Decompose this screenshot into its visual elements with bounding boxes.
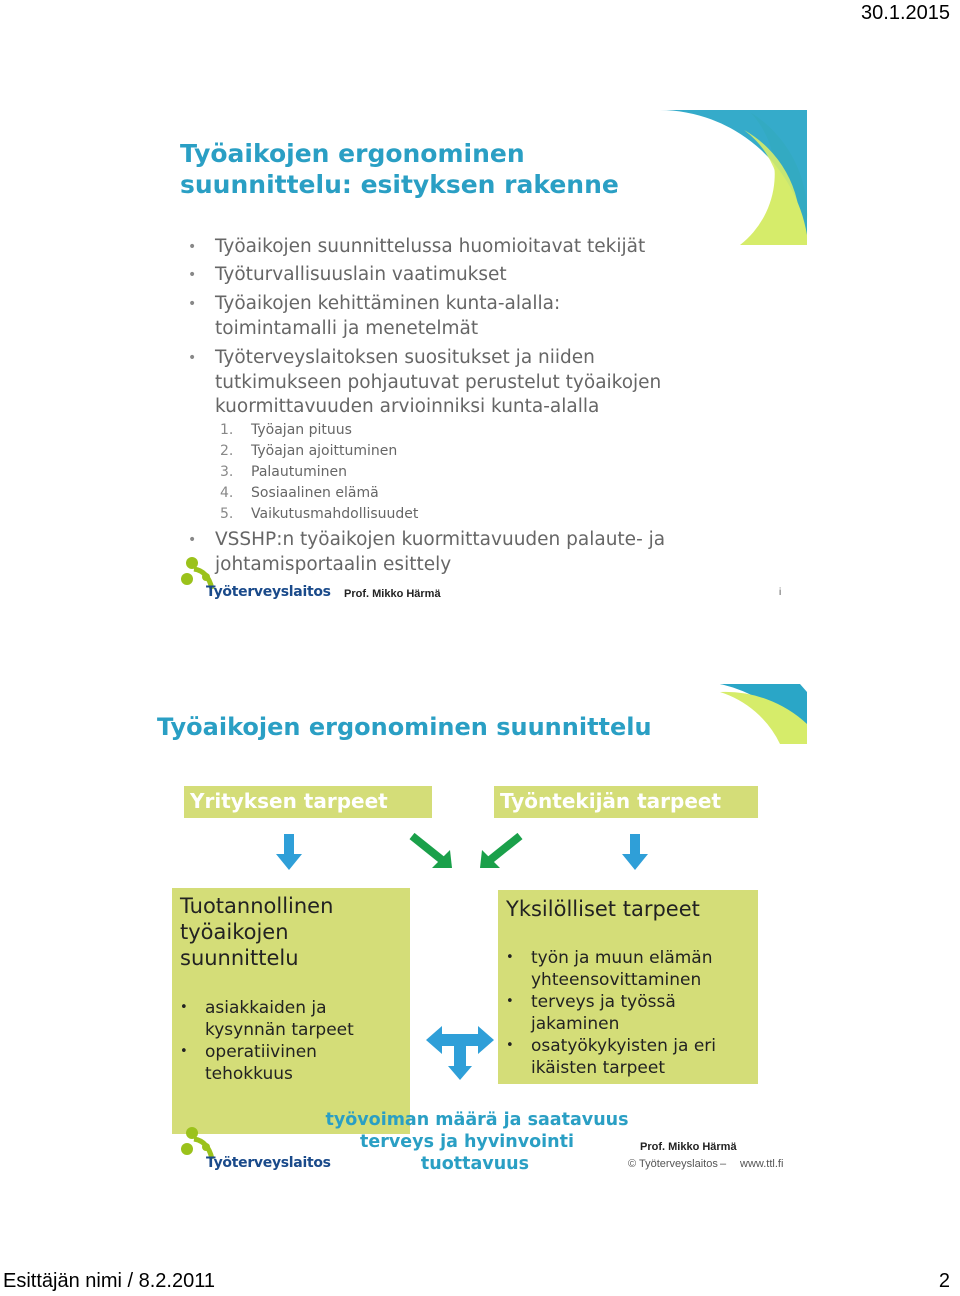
logo-text: Työterveyslaitos xyxy=(206,584,331,600)
down-arrow-icon xyxy=(276,834,302,870)
presenter-name: Prof. Mikko Härmä xyxy=(344,588,441,600)
bullet-icon: • xyxy=(188,267,197,283)
numbered-item: 5. Vaikutusmahdollisuudet xyxy=(220,506,419,522)
company-needs-box: Yrityksen tarpeet xyxy=(184,786,432,818)
title-line: suunnittelu: esityksen rakenne xyxy=(180,170,619,199)
bullet-item: • VSSHP:n työaikojen kuormittavuuden palaute- ja johtamisportaalin esittely xyxy=(188,529,666,575)
box-heading: Tuotannollinen työaikojen suunnittelu xyxy=(180,894,334,970)
diagonal-arrow-icon xyxy=(478,832,524,870)
title-line: Työaikojen ergonominen xyxy=(180,139,525,168)
bullet-icon: • xyxy=(180,1044,188,1059)
list-item: • työn ja muun elämän yhteensovittaminen xyxy=(506,948,713,990)
four-way-arrow-icon xyxy=(426,1022,494,1080)
list-item: • terveys ja työssä jakaminen xyxy=(506,992,676,1034)
bullet-icon: • xyxy=(506,1038,514,1053)
logo-text: Työterveyslaitos xyxy=(206,1155,331,1171)
slide-1-title xyxy=(180,138,700,200)
list-item: • operatiivinen tehokkuus xyxy=(180,1042,317,1084)
down-arrow-icon xyxy=(622,834,648,870)
numbered-item: 4. Sosiaalinen elämä xyxy=(220,485,379,501)
slide-2-title: Työaikojen ergonominen suunnittelu xyxy=(157,713,652,741)
bullet-icon: • xyxy=(506,994,514,1009)
bullet-icon: • xyxy=(188,239,197,255)
outcome-item: tuottavuus xyxy=(420,1154,530,1174)
footer-presenter-date: Esittäjän nimi / 8.2.2011 xyxy=(3,1270,215,1292)
box-heading: Yksilölliset tarpeet xyxy=(506,897,700,921)
numbered-item: 2. Työajan ajoittuminen xyxy=(220,443,398,459)
presenter-name: Prof. Mikko Härmä xyxy=(640,1141,737,1153)
bullet-item: • Työaikojen suunnittelussa huomioitavat tekijät xyxy=(188,235,748,260)
list-item: • osatyökykyisten ja eri ikäisten tarpeet xyxy=(506,1036,716,1078)
numbered-item: 3. Palautuminen xyxy=(220,464,347,480)
numbered-item: 1. Työajan pituus xyxy=(220,422,352,438)
bullet-icon: • xyxy=(188,350,197,366)
url-link[interactable]: www.ttl.fi xyxy=(740,1158,784,1170)
bullet-icon: • xyxy=(188,296,197,312)
outcome-item: työvoiman määrä ja saatavuus xyxy=(325,1110,629,1130)
bullet-item: • Työturvallisuuslain vaatimukset xyxy=(188,263,748,288)
url-fragment: i xyxy=(779,587,782,598)
separator: – xyxy=(720,1158,727,1170)
list-item: • asiakkaiden ja kysynnän tarpeet xyxy=(180,998,354,1040)
bullet-item: • Työterveyslaitoksen suositukset ja niiden tutkimukseen pohjautuvat perustelut työaikojen kuormittavuuden arvioinniksi kunta-alalla xyxy=(188,347,662,417)
outcome-item: terveys ja hyvinvointi xyxy=(360,1132,574,1152)
bullet-icon: • xyxy=(506,950,514,965)
bullet-icon: • xyxy=(180,1000,188,1015)
corner-decoration xyxy=(660,684,810,744)
page-date: 30.1.2015 xyxy=(861,2,950,24)
diagonal-arrow-icon xyxy=(408,832,454,870)
bullet-item: • Työaikojen kehittäminen kunta-alalla: toimintamalli ja menetelmät xyxy=(188,293,561,339)
outcome-list xyxy=(316,1109,638,1175)
employee-needs-box: Työntekijän tarpeet xyxy=(494,786,758,818)
copyright-text: © Työterveyslaitos xyxy=(628,1158,718,1170)
page-number: 2 xyxy=(938,1270,950,1292)
bullet-icon: • xyxy=(188,532,197,548)
